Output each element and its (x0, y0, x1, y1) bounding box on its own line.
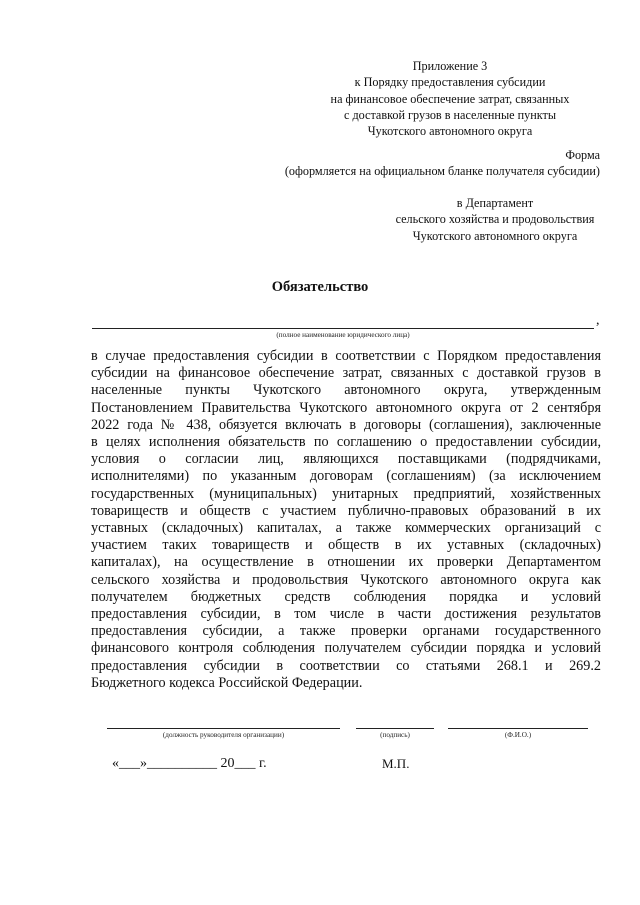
addressee-line: Чукотского автономного округа (412, 228, 578, 243)
body-line: Бюджетного кодекса Российской Федерации. (91, 674, 363, 691)
addressee-line: сельского хозяйства и продовольствия (395, 212, 595, 227)
document-title: Обязательство (271, 279, 369, 295)
body-line: товариществ и обществ с участием публично-правовых образований в их (91, 502, 601, 519)
appendix-line: Чукотского автономного округа (367, 124, 533, 139)
body-line: уставных (складочных) капиталах, а также коммерческих организаций с (91, 520, 601, 537)
addressee-line: в Департамент (456, 196, 534, 210)
body-line: предоставления субсидии, в том числе в части достижения результатов (91, 606, 601, 623)
appendix-header (300, 58, 600, 139)
entity-name-caption: (полное наименование юридического лица) (276, 331, 410, 339)
full-name-field[interactable] (448, 728, 588, 729)
body-line: субсидии на финансовое обеспечение затрат, связанных с доставкой грузов в (91, 365, 601, 382)
form-note (285, 147, 600, 179)
addressee-block (360, 195, 630, 244)
position-field[interactable] (107, 728, 340, 729)
body-line: в случае предоставления субсидии в соответствии с Порядком предоставления (91, 348, 601, 364)
body-line: в целях исполнения обязательств по соглашению о предоставлении субсидии, (91, 434, 601, 451)
body-line: участием таких товариществ и обществ в их уставных (складочных) (91, 537, 601, 554)
body-line: Постановлением Правительства Чукотского автономного округа от 2 сентября (91, 399, 601, 416)
signature-caption: (подпись) (380, 731, 410, 739)
date-field[interactable]: «___»__________ 20___ г. (112, 756, 267, 771)
body-line: предоставления субсидии, а также проверки органами государственного (91, 623, 601, 640)
form-instruction: (оформляется на официальном бланке получателя субсидии) (284, 164, 600, 178)
appendix-line: к Порядку предоставления субсидии (354, 75, 546, 90)
stamp-place: М.П. (382, 756, 410, 771)
full-name-caption: (Ф.И.О.) (504, 731, 532, 739)
entity-comma: , (596, 313, 600, 328)
body-line: исполнителями) по указанным договорам (соглашениям) (за исключением (91, 468, 601, 485)
appendix-line: с доставкой грузов в населенные пункты (343, 107, 557, 122)
body-line: государственных (муниципальных) унитарных предприятий, хозяйственных (91, 485, 601, 502)
body-line: условия о согласии лиц, являющихся поставщиками (подрядчиками, (91, 451, 601, 468)
form-label: Форма (565, 148, 600, 162)
body-line: 2022 года № 438, обязуется включать в договоры (соглашения), заключенные (91, 416, 601, 433)
appendix-line: Приложение 3 (412, 59, 488, 73)
entity-name-field[interactable] (92, 328, 594, 329)
appendix-line: на финансовое обеспечение затрат, связанных (330, 91, 570, 106)
body-line: предоставления субсидии в соответствии со статьями 268.1 и 269.2 (91, 657, 601, 674)
body-line: финансового контроля соблюдения получателем субсидии порядка и условий (91, 640, 601, 657)
body-paragraph (91, 348, 601, 692)
body-line: капиталах), на осуществление в отношении их проверки Департаментом (91, 554, 601, 571)
body-line: сельского хозяйства и продовольствия Чукотского автономного округа как (91, 571, 601, 588)
body-line: населенные пункты Чукотского автономного округа, утвержденным (91, 382, 601, 399)
position-caption: (должность руководителя организации) (162, 731, 285, 739)
signature-field[interactable] (356, 728, 434, 729)
body-line: получателем бюджетных средств соблюдения порядка и условий (91, 588, 601, 605)
